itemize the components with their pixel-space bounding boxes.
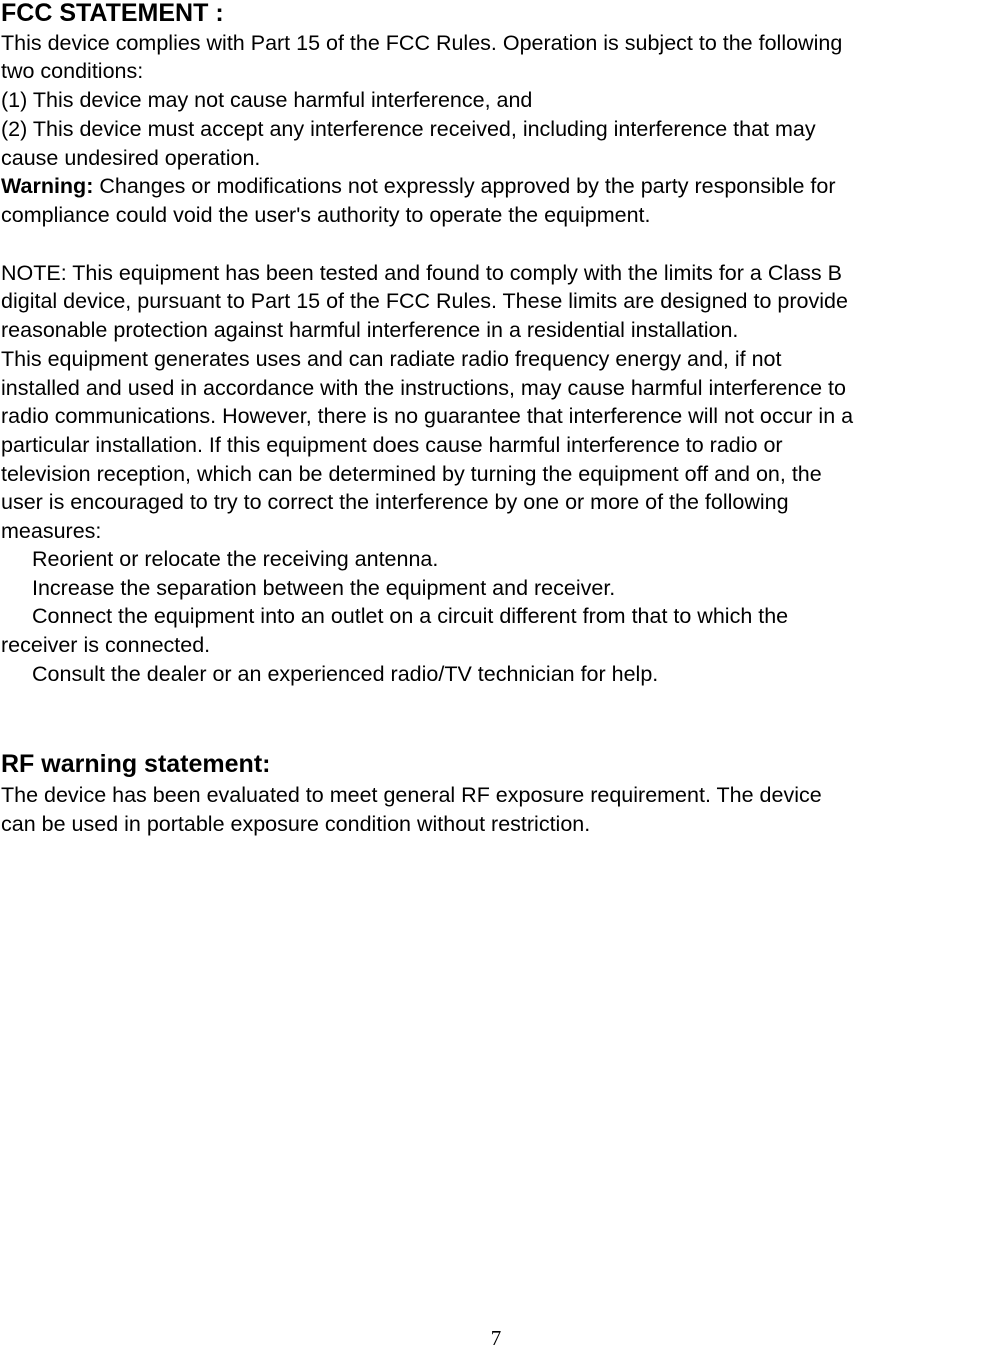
- measure-item: Increase the separation between the equipment and receiver.: [32, 576, 616, 600]
- note-line: particular installation. If this equipment does cause harmful interference to radio or: [1, 433, 783, 457]
- fcc-line: This device complies with Part 15 of the FCC Rules. Operation is subject to the following: [1, 31, 843, 55]
- rf-line: The device has been evaluated to meet general RF exposure requirement. The device: [1, 783, 822, 807]
- measure-item: Consult the dealer or an experienced radio/TV technician for help.: [32, 662, 659, 686]
- warning-paragraph: [1, 172, 836, 201]
- note-line: user is encouraged to try to correct the interference by one or more of the following: [1, 490, 789, 514]
- note-line: measures:: [1, 519, 102, 543]
- warning-line: compliance could void the user's authority to operate the equipment.: [1, 203, 651, 227]
- fcc-line: two conditions:: [1, 59, 144, 83]
- note-line: installed and used in accordance with the instructions, may cause harmful interference to: [1, 376, 846, 400]
- fcc-line: cause undesired operation.: [1, 146, 261, 170]
- measure-item: Connect the equipment into an outlet on a circuit different from that to which the: [32, 604, 789, 628]
- note-line: television reception, which can be determined by turning the equipment off and on, the: [1, 462, 822, 486]
- fcc-condition-2: (2) This device must accept any interference received, including interference that may: [1, 117, 816, 141]
- measure-continuation: receiver is connected.: [1, 633, 211, 657]
- fcc-statement-heading: FCC STATEMENT :: [1, 0, 224, 27]
- measure-item: Reorient or relocate the receiving antenna.: [32, 547, 439, 571]
- note-line: This equipment generates uses and can radiate radio frequency energy and, if not: [1, 347, 782, 371]
- warning-text: Changes or modifications not expressly approved by the party responsible for: [93, 174, 836, 198]
- note-line: reasonable protection against harmful interference in a residential installation.: [1, 318, 739, 342]
- rf-line: can be used in portable exposure condition without restriction.: [1, 812, 591, 836]
- warning-label: Warning:: [1, 174, 94, 198]
- note-line: NOTE: This equipment has been tested and found to comply with the limits for a Class B: [1, 261, 842, 285]
- note-line: radio communications. However, there is no guarantee that interference will not occur in a: [1, 404, 854, 428]
- rf-warning-heading: RF warning statement:: [1, 750, 271, 778]
- note-line: digital device, pursuant to Part 15 of the FCC Rules. These limits are designed to provide: [1, 289, 848, 313]
- fcc-condition-1: (1) This device may not cause harmful interference, and: [1, 88, 533, 112]
- page-number: 7: [490, 1326, 502, 1350]
